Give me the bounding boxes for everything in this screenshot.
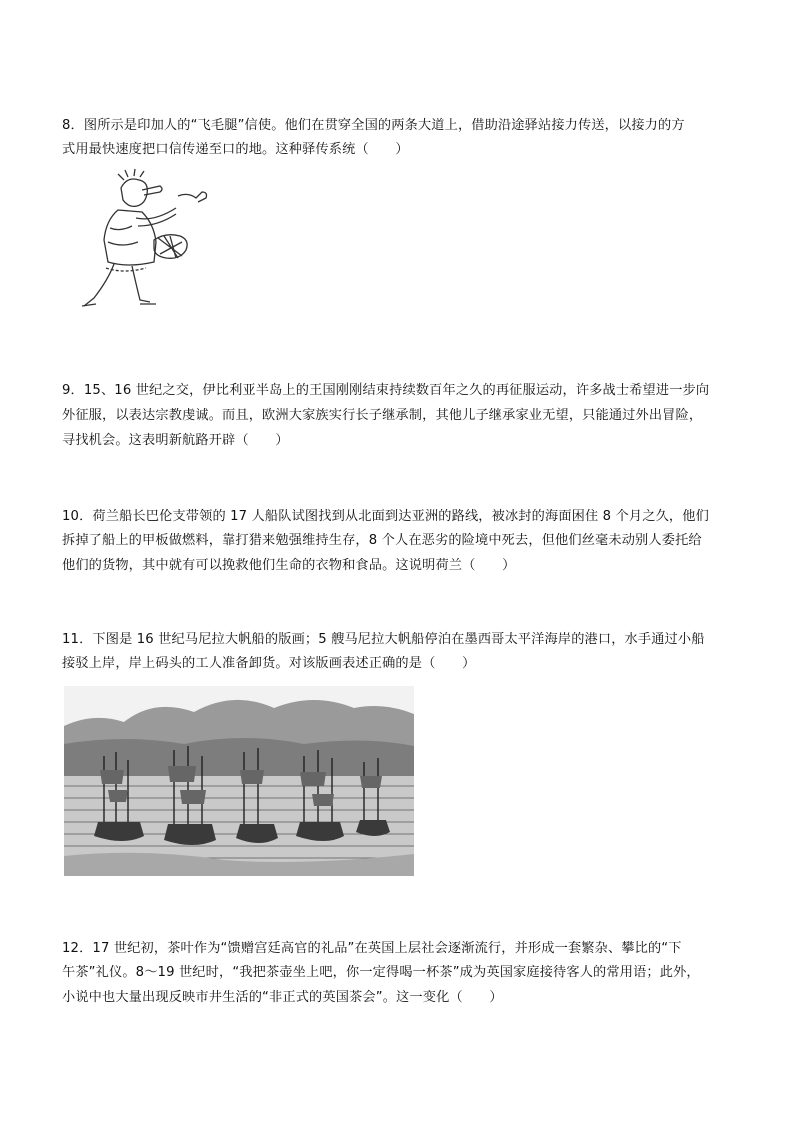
q12-stem-line-1: 12．17 世纪初，茶叶作为“馈赠宫廷高官的礼品”在英国上层社会逐渐流行，并形成一套繁杂、攀比的“下 — [62, 941, 682, 956]
q9-stem-line-3: 寻找机会。这表明新航路开辟（ ） — [62, 433, 289, 448]
q10-stem-line-2: 拆掉了船上的甲板做燃料，靠打猎来勉强维持生存，8 个人在恶劣的险境中死去，但他们丝毫未动别人委托给 — [62, 533, 702, 548]
q9-stem-line-2: 外征服，以表达宗教虔诚。而且，欧洲大家族实行长子继承制，其他儿子继承家业无望，只能通过外出冒险， — [62, 408, 703, 423]
q11-stem-line-2: 接驳上岸，岸上码头的工人准备卸货。对该版画表述正确的是（ ） — [62, 656, 476, 671]
q11-stem-line-1: 11．下图是 16 世纪马尼拉大帆船的版画；5 艘马尼拉大帆船停泊在墨西哥太平洋海岸的港口，水手通过小船 — [62, 632, 705, 647]
q12-stem-line-2: 午茶”礼仪。8～19 世纪时，“我把茶壶坐上吧，你一定得喝一杯茶”成为英国家庭接待客人的常用语；此外， — [62, 965, 700, 980]
q8-stem-line-1: 8．图所示是印加人的“飞毛腿”信使。他们在贯穿全国的两条大道上，借助沿途驿站接力传送，以接力的方 — [62, 118, 685, 133]
manila-galleon-engraving — [64, 686, 414, 876]
q12-stem-line-3: 小说中也大量出现反映市井生活的“非正式的英国茶会”。这一变化（ ） — [62, 990, 503, 1005]
inca-messenger-illustration — [66, 168, 226, 318]
q10-stem-line-1: 10．荷兰船长巴伦支带领的 17 人船队试图找到从北面到达亚洲的路线，被冰封的海面困住 8 个月之久，他们 — [62, 509, 709, 524]
q10-stem-line-3: 他们的货物，其中就有可以挽救他们生命的衣物和食品。这说明荷兰（ ） — [62, 558, 516, 573]
q8-stem-line-2: 式用最快速度把口信传递至口的地。这种驿传系统（ ） — [62, 142, 409, 157]
q9-stem-line-1: 9．15、16 世纪之交，伊比利亚半岛上的王国刚刚结束持续数百年之久的再征服运动，许多战士希望进一步向 — [62, 383, 710, 398]
